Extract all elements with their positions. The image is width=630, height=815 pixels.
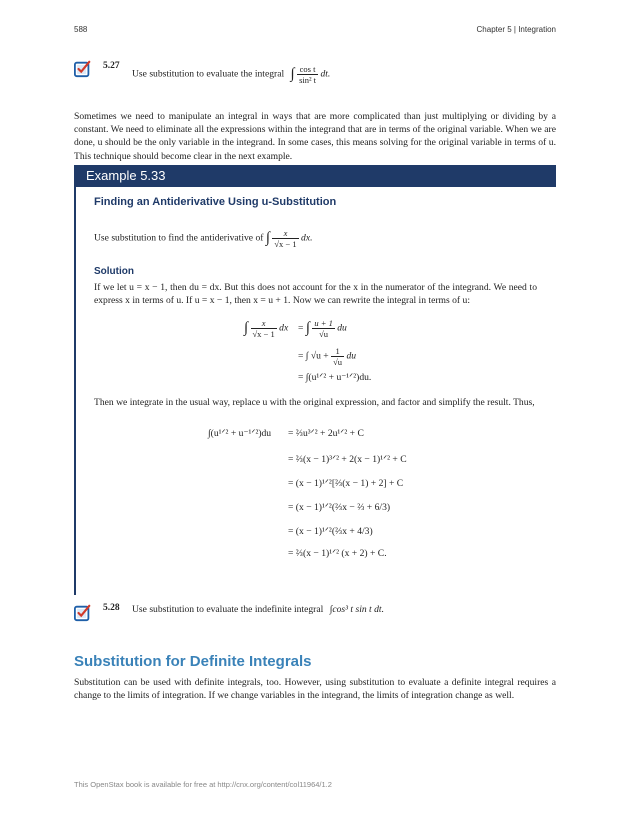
differential: dx [279,322,289,334]
chapter-header: Chapter 5 | Integration [476,25,556,34]
section-title: Substitution for Definite Integrals [74,653,312,670]
equation-b-row: = (x − 1)¹ᐟ²(⅔x − ⅔ + 6/3) [288,502,391,513]
page-number: 588 [74,25,88,34]
fraction-numerator: x [272,228,298,239]
fraction-denominator: √u [319,329,329,339]
equation-a-row-1: = ∫ $\frac{u + 1}{√u}$ du [298,318,347,339]
exercise-expression: ∫cos³ t sin t dt. [329,604,384,615]
fraction-numerator: cos t [297,64,318,75]
fraction-numerator: 1 [331,346,344,357]
intro-paragraph: Sometimes we need to manipulate an integral in ways that are more complicated than just multiplying or dividing by a constant. We need to eliminate all the expressions within the integrand that are in terms of the original variable. When we are done, u should be the only variable in the integrand. In some cases, this means solving for the original variable in terms of u. This technique should become clear in the next example. [74,111,556,162]
solution-paragraph-1: If we let u = x − 1, then du = dx. But this does not account for the x in the numerator of the integrand. We need to express x in terms of u. If u = x − 1, then x = u + 1. Now we can rewrite the integral in terms of u: [94,282,537,307]
solution-paragraph-2: Then we integrate in the usual way, replace u with the original expression, and factor and simplify the result. Thus, [94,397,535,408]
example-title: Finding an Antiderivative Using u-Substitution [94,196,337,208]
equation-a-lhs: ∫ $\frac{x}{√x - 1}$ dx [244,318,289,339]
checklist-icon [74,60,92,83]
exercise-528 [132,604,384,615]
fraction-denominator: √x − 1 [274,239,297,249]
solution-label: Solution [94,266,134,277]
differential: dx. [301,232,313,244]
fraction-denominator: √x − 1 [252,329,275,339]
section-paragraph: Substitution can be used with definite integrals, too. However, using substitution to evaluate a definite integral requires a change to the limits of integration. If we change variables in the integrand, the limits of integration change as well. [74,677,556,702]
example-header [74,165,556,187]
differential: du [346,350,357,362]
equation-b-row: = ⅔u³ᐟ² + 2u¹ᐟ² + C [288,428,364,439]
equation-b-lhs: ∫(u¹ᐟ² + u⁻¹ᐟ²)du [208,428,272,439]
prompt-text: Use substitution to find the antiderivative of [94,232,264,244]
differential: du [337,322,347,334]
exercise-number: 5.27 [103,61,120,71]
fraction-numerator: u + 1 [314,318,333,328]
fraction-denominator: sin² t [299,75,317,85]
fraction-denominator: √u [333,357,343,367]
equation-a-row-3: = ∫(u¹ᐟ² + u⁻¹ᐟ²)du. [298,372,372,383]
exercise-text: Use substitution to evaluate the integral [132,68,285,80]
differential: dt. [320,68,331,80]
row-prefix: = ∫ √u + [298,350,329,362]
checklist-icon [74,604,92,627]
equation-b-row: = (x − 1)¹ᐟ²[⅔(x − 1) + 2] + C [288,478,404,489]
exercise-number: 5.28 [103,603,120,613]
equation-b-row: = (x − 1)¹ᐟ²(⅔x + 4/3) [288,526,373,537]
fraction-numerator: x [251,318,277,329]
equation-b-row: = ⅔(x − 1)¹ᐟ² (x + 2) + C. [288,548,387,559]
exercise-527: Use substitution to evaluate the integral ∫ $\frac{\text{cos t}}{\text{sin² t}}$ dt. [132,64,331,85]
equation-a-row-2 [298,346,356,367]
example-border [74,187,76,595]
example-label: Example 5.33 [86,168,166,183]
example-prompt: Use substitution to find the antiderivative of ∫ $\frac{x}{√x - 1}$ dx. [94,228,313,249]
exercise-text: Use substitution to evaluate the indefinite integral [132,604,324,615]
footer-text: This OpenStax book is available for free at http://cnx.org/content/col11964/1.2 [74,780,332,789]
equation-b-row: = ⅔(x − 1)³ᐟ² + 2(x − 1)¹ᐟ² + C [288,454,407,465]
